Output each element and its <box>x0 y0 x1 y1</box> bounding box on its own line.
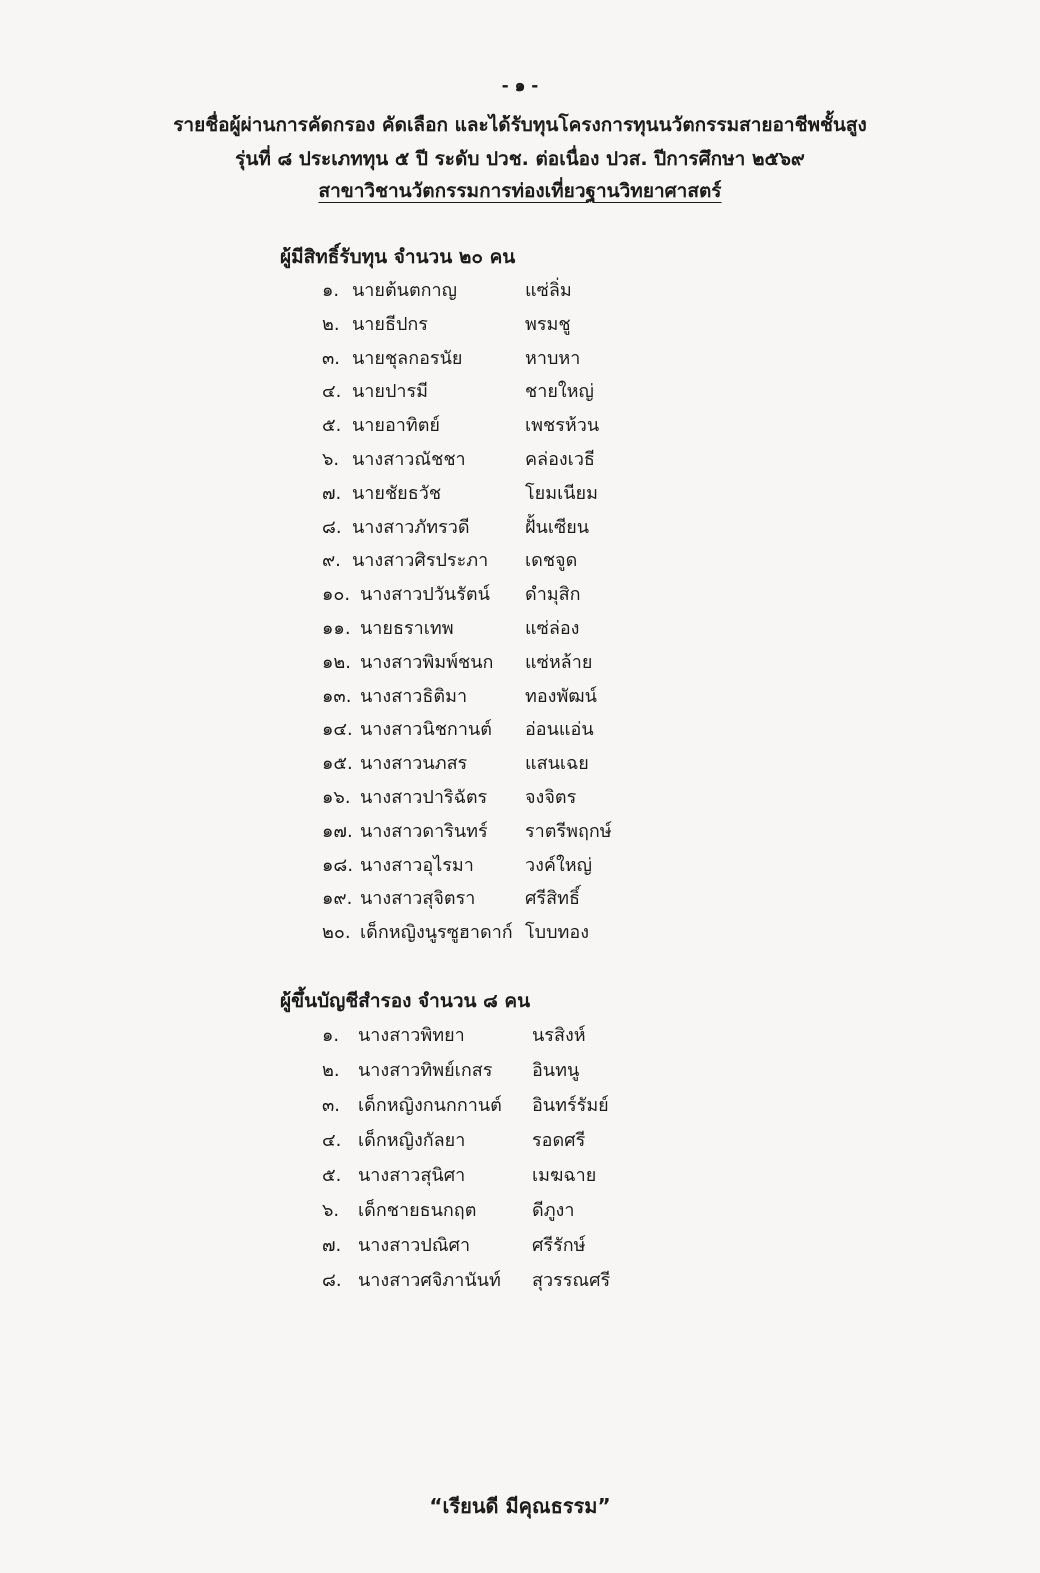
list-item <box>322 883 682 917</box>
first-name: นางสาวอุไรมา <box>360 854 474 876</box>
last-name: เพชรห้วน <box>525 415 600 437</box>
page-number: - ๑ - <box>501 76 539 96</box>
list-item <box>322 376 682 410</box>
list-item <box>322 512 682 546</box>
item-number: ๕. <box>322 415 342 437</box>
first-name: นางสาวพิทยา <box>358 1025 465 1046</box>
item-number: ๑๓. <box>322 685 352 707</box>
first-name: นายชุลกอรนัย <box>352 347 463 369</box>
item-number: ๑. <box>322 280 340 301</box>
last-name: ศรีสิทธิ์ <box>525 888 580 910</box>
last-name: แซ่ลิ่ม <box>525 280 572 301</box>
last-name: อินทร์รัมย์ <box>532 1095 609 1116</box>
last-name: ทองพัฒน์ <box>525 685 597 707</box>
first-name: เด็กชายธนกฤต <box>358 1200 477 1221</box>
item-number: ๑๙. <box>322 888 353 910</box>
list-item <box>322 1125 682 1160</box>
list-item <box>322 647 682 681</box>
last-name: โยมเนียม <box>525 482 598 504</box>
first-name: นางสาวศิรประภา <box>352 550 489 572</box>
first-name: เด็กหญิงกนกกานต์ <box>358 1095 502 1116</box>
list-item <box>322 748 682 782</box>
list-item <box>322 478 682 512</box>
item-number: ๑๗. <box>322 820 353 842</box>
list-item <box>322 917 682 951</box>
first-name: นางสาวสุนิศา <box>358 1165 466 1186</box>
item-number: ๑. <box>322 1025 340 1046</box>
last-name: จงจิตร <box>525 786 577 808</box>
item-number: ๑๘. <box>322 854 354 876</box>
last-name: เมฆฉาย <box>532 1165 597 1186</box>
item-number: ๙. <box>322 550 341 572</box>
list-item <box>322 444 682 478</box>
item-number: ๓. <box>322 1095 341 1116</box>
first-name: นายธีปกร <box>352 313 428 335</box>
last-name: แสนเฉย <box>525 753 589 775</box>
item-number: ๑๐. <box>322 584 351 606</box>
first-name: นางสาวปวันรัตน์ <box>360 584 490 606</box>
last-name: ดำมุสิก <box>525 584 581 606</box>
list-item <box>322 1090 682 1125</box>
item-number: ๑๑. <box>322 617 351 639</box>
list-item <box>322 579 682 613</box>
title-line-1: รายชื่อผู้ผ่านการคัดกรอง คัดเลือก และได้รับทุนโครงการทุนนวัตกรรมสายอาชีพชั้นสูง <box>173 114 867 136</box>
first-name: นางสาวธิติมา <box>360 685 468 707</box>
last-name: โบบทอง <box>525 922 589 944</box>
last-name: อ่อนแอ่น <box>525 719 594 741</box>
first-name: นายธราเทพ <box>360 617 454 639</box>
item-number: ๓. <box>322 347 341 369</box>
first-name: นางสาวปาริฉัตร <box>360 786 488 808</box>
last-name: วงค์ใหญ่ <box>525 854 592 876</box>
first-name: นางสาวศจิภานันท์ <box>358 1270 501 1291</box>
first-name: นางสาวนิชกานต์ <box>360 719 492 741</box>
last-name: รอดศรี <box>532 1130 586 1151</box>
list-item <box>322 850 682 884</box>
last-name: พรมชู <box>525 313 571 335</box>
item-number: ๕. <box>322 1165 342 1186</box>
motto: “เรียนดี มีคุณธรรม” <box>429 1494 611 1518</box>
recipients-list <box>322 275 682 951</box>
title-line-3: สาขาวิชานวัตกรรมการท่องเที่ยวฐานวิทยาศาสตร์ <box>318 180 722 202</box>
list-item <box>322 1230 682 1265</box>
item-number: ๑๕. <box>322 753 353 775</box>
first-name: นายชัยธวัช <box>352 482 442 504</box>
list-item <box>322 816 682 850</box>
list-item <box>322 1055 682 1090</box>
last-name: ศรีรักษ์ <box>532 1235 586 1256</box>
list-item <box>322 1195 682 1230</box>
last-name: แซ่ล่อง <box>525 617 580 639</box>
first-name: นางสาวภัทรวดี <box>352 516 470 538</box>
last-name: ฝั้นเซียน <box>525 516 590 538</box>
first-name: นางสาวทิพย์เกสร <box>358 1060 493 1081</box>
last-name: เดชจูด <box>525 550 578 572</box>
first-name: นางสาวปณิศา <box>358 1235 471 1256</box>
list-item <box>322 613 682 647</box>
item-number: ๑๒. <box>322 651 352 673</box>
item-number: ๔. <box>322 381 342 403</box>
list-item <box>322 681 682 715</box>
last-name: อินทนู <box>532 1060 580 1081</box>
last-name: ชายใหญ่ <box>525 381 594 403</box>
list-item <box>322 1020 682 1055</box>
title-line-2: รุ่นที่ ๘ ประเภททุน ๕ ปี ระดับ ปวช. ต่อเนื่อง ปวส. ปีการศึกษา ๒๕๖๙ <box>235 148 805 170</box>
item-number: ๔. <box>322 1130 342 1151</box>
list-item <box>322 275 682 309</box>
first-name: นายปารมี <box>352 381 429 403</box>
last-name: ราตรีพฤกษ์ <box>525 820 612 842</box>
first-name: นางสาวพิมพ์ชนก <box>360 651 494 673</box>
first-name: นางสาวสุจิตรา <box>360 888 476 910</box>
list-item <box>322 410 682 444</box>
list-item <box>322 782 682 816</box>
list-item <box>322 309 682 343</box>
first-name: นางสาวณัชชา <box>352 448 466 470</box>
last-name: นรสิงห์ <box>532 1025 586 1046</box>
first-name: เด็กหญิงนูรซูฮาดาก์ <box>360 922 513 944</box>
recipients-heading: ผู้มีสิทธิ์รับทุน จำนวน ๒๐ คน <box>280 246 516 268</box>
first-name: นายต้นตกาญ <box>352 280 457 301</box>
item-number: ๘. <box>322 516 342 538</box>
item-number: ๖. <box>322 448 340 470</box>
reserves-list <box>322 1020 682 1300</box>
item-number: ๑๔. <box>322 719 353 741</box>
first-name: นางสาวนภสร <box>360 753 468 775</box>
item-number: ๑๖. <box>322 786 351 808</box>
first-name: เด็กหญิงกัลยา <box>358 1130 466 1151</box>
list-item <box>322 1160 682 1195</box>
reserves-heading: ผู้ขึ้นบัญชีสำรอง จำนวน ๘ คน <box>280 990 531 1012</box>
item-number: ๗. <box>322 482 342 504</box>
item-number: ๒. <box>322 1060 340 1081</box>
last-name: สุวรรณศรี <box>532 1270 611 1291</box>
last-name: ดีภูงา <box>532 1200 575 1221</box>
item-number: ๒. <box>322 313 340 335</box>
last-name: หาบหา <box>525 347 581 369</box>
item-number: ๒๐. <box>322 922 351 944</box>
item-number: ๖. <box>322 1200 340 1221</box>
last-name: คล่องเวธี <box>525 448 595 470</box>
item-number: ๗. <box>322 1235 342 1256</box>
item-number: ๘. <box>322 1270 342 1291</box>
list-item <box>322 1265 682 1300</box>
list-item <box>322 714 682 748</box>
list-item <box>322 343 682 377</box>
first-name: นางสาวดารินทร์ <box>360 820 488 842</box>
last-name: แซ่หล้าย <box>525 651 593 673</box>
list-item <box>322 545 682 579</box>
first-name: นายอาทิตย์ <box>352 415 440 437</box>
